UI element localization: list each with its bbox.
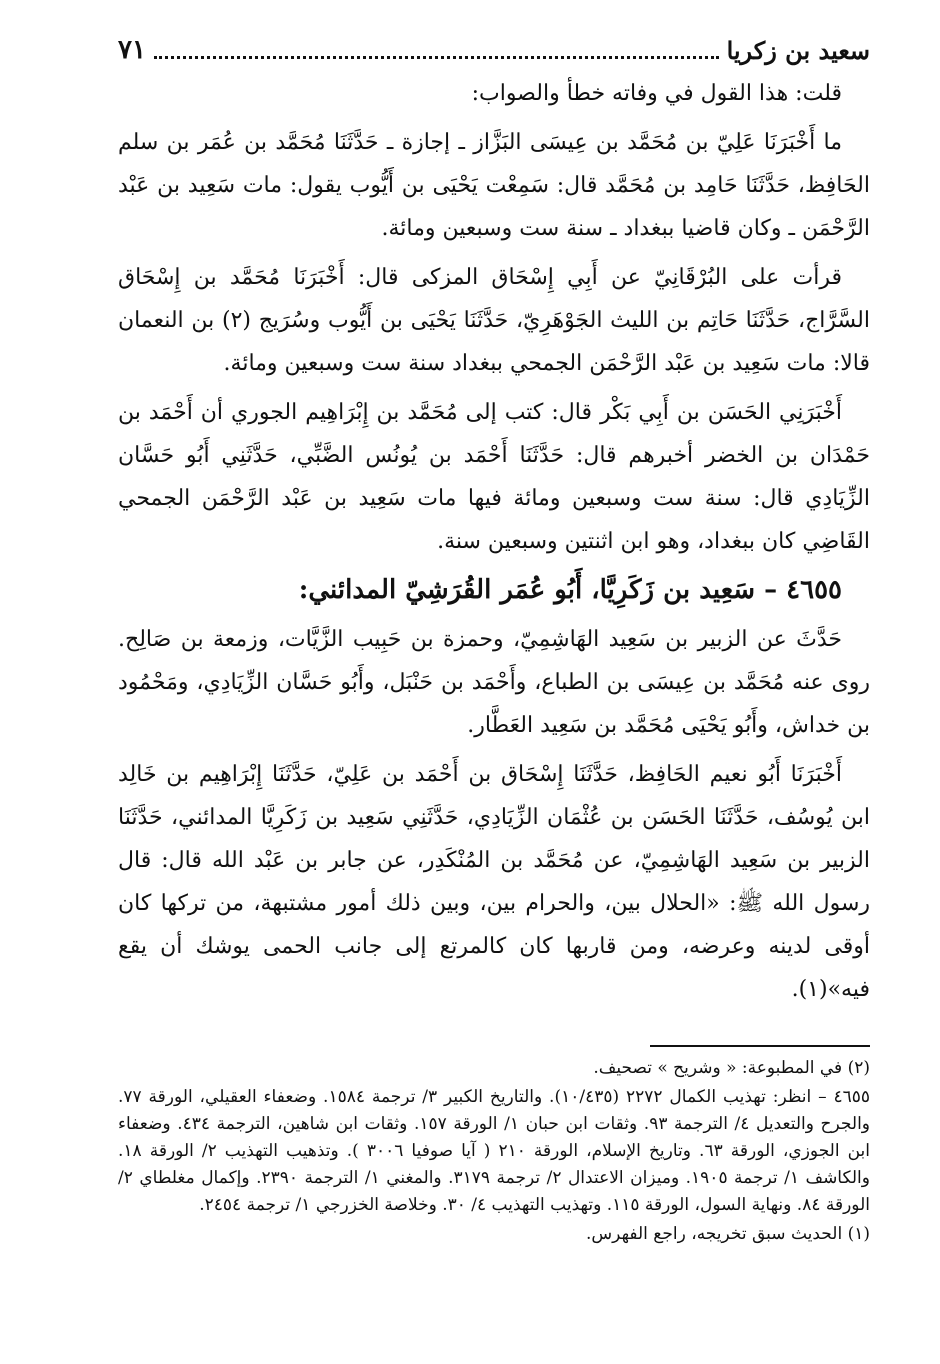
footnote: (٢) في المطبوعة: « وشريح » تصحيف.: [593, 1058, 870, 1078]
paragraph: حَدَّثَ عن الزبير بن سَعِيد الهَاشِمِيّ، وحمزة بن حَبِيب الزَّيَّات، وزمعة بن صَالِح. روى عنه مُحَمَّد بن عِيسَى بن الطباع، وأَحْمَد بن حَنْبَل، وأَبُو حَسَّان الزِّيَادِي، ومَحْمُود بن خداش، وأَبُو يَحْيَى مُحَمَّد بن سَعِيد العَطَّار.: [118, 627, 870, 738]
paragraph: أَخْبَرَنِي الحَسَن بن أَبِي بَكْر قال: كتب إلى مُحَمَّد بن إِبْرَاهِيم الجوري أن أَحْمَد بن حَمْدَان بن الخضر أخبرهم قال: حَدَّثَنَا أَحْمَد بن يُونُس الضَّبِّي، حَدَّثَنِي أَبُو حَسَّان الزِّيَادِي قال: سنة ست وسبعين ومائة فيها مات سَعِيد بن عَبْد الرَّحْمَن الجمحي القَاضِي كان ببغداد، وهو ابن اثنتين وسبعين سنة.: [118, 400, 870, 554]
footnote: ٤٦٥٥ – انظر: تهذيب الكمال ٢٢٧٢ (١٠/٤٣٥). والتاريخ الكبير ٣/ ترجمة ١٥٨٤. وضعفاء العقيلي، الورقة ٧٧. والجرح والتعديل ٤/ الترجمة ٩٣. وثقات ابن حبان ١/ الورقة ١٥٧. وثقات ابن شاهين، الترجمة ٤٣٤. وضعفاء ابن الجوزي، الورقة ٦٣. وتاريخ الإسلام، الورقة ٢١٠ ( آيا صوفيا ٣٠٠٦ ). وتذهيب التهذيب ٢/ الورقة ١٨. والكاشف ١/ ترجمة ١٩٠٥. وميزان الاعتدال ٢/ ترجمة ٣١٧٩. والمغني ١/ الترجمة ٢٣٩٠. وإكمال مغلطاي ٢/ الورقة ٨٤. ونهاية السول، الورقة ١١٥. وتهذيب التهذيب ٤/ ٣٠. وخلاصة الخزرجي ١/ ترجمة ٢٤٥٤.: [118, 1087, 871, 1215]
entry-heading: ٤٦٥٥ – سَعِيد بن زَكَرِيَّا، أَبُو عُمَر القُرَشِيّ المدائني:: [298, 575, 842, 605]
paragraph: قرأت على البُرْقَانِيّ عن أَبِي إِسْحَاق المزكى قال: أَخْبَرَنَا مُحَمَّد بن إِسْحَاق السَّرَّاج، حَدَّثَنَا حَاتِم بن الليث الجَوْهَرِيّ، حَدَّثَنَا يَحْيَى بن أَيُّوب وسُرَيج (٢) بن النعمان قالا: مات سَعِيد بن عَبْد الرَّحْمَن الجمحي ببغداد سنة ست وسبعين ومائة.: [118, 265, 870, 376]
paragraph: قلت: هذا القول في وفاته خطأ والصواب:: [471, 81, 842, 106]
page-number: ٧١: [118, 35, 146, 65]
main-text: [118, 72, 870, 1017]
paragraph: ما أَخْبَرَنَا عَلِيّ بن مُحَمَّد بن عِيسَى البَزَّاز ـ إجازة ـ حَدَّثَنَا مُحَمَّد بن عُمَر بن سلم الحَافِظ، حَدَّثَنَا حَامِد بن مُحَمَّد قال: سَمِعْت يَحْيَى بن أَيُّوب يقول: مات سَعِيد بن عَبْد الرَّحْمَن ـ وكان قاضيا ببغداد ـ سنة ست وسبعين ومائة.: [118, 130, 870, 241]
running-title: سعيد بن زكريا: [726, 35, 870, 65]
footnotes: [118, 1055, 870, 1250]
paragraph: أَخْبَرَنَا أَبُو نعيم الحَافِظ، حَدَّثَنَا إِسْحَاق بن أَحْمَد بن عَلِيّ، حَدَّثَنَا إِبْرَاهِيم بن خَالِد ابن يُوسُف، حَدَّثَنَا الحَسَن بن عُثْمَان الزِّيَادِي، حَدَّثَنِي سَعِيد بن زَكَرِيَّا المدائني، حَدَّثَنَا الزبير بن سَعِيد الهَاشِمِيّ، عن مُحَمَّد بن المُنْكَدِر، عن جابر بن عَبْد الله قال: قال رسول الله ﷺ: «الحلال بين، والحرام بين، وبين ذلك أمور مشتبهة، من تركها كان أوقى لدينه وعرضه، ومن قاربها كان كالمرتع إلى جانب الحمى يوشك أن يقع فيه»(١).: [118, 762, 870, 1002]
running-header: [118, 30, 870, 70]
footnote-separator: [650, 1045, 870, 1047]
header-dot-leader: [154, 56, 719, 59]
footnote: (١) الحديث سبق تخريجه، راجع الفهرس.: [586, 1224, 870, 1244]
